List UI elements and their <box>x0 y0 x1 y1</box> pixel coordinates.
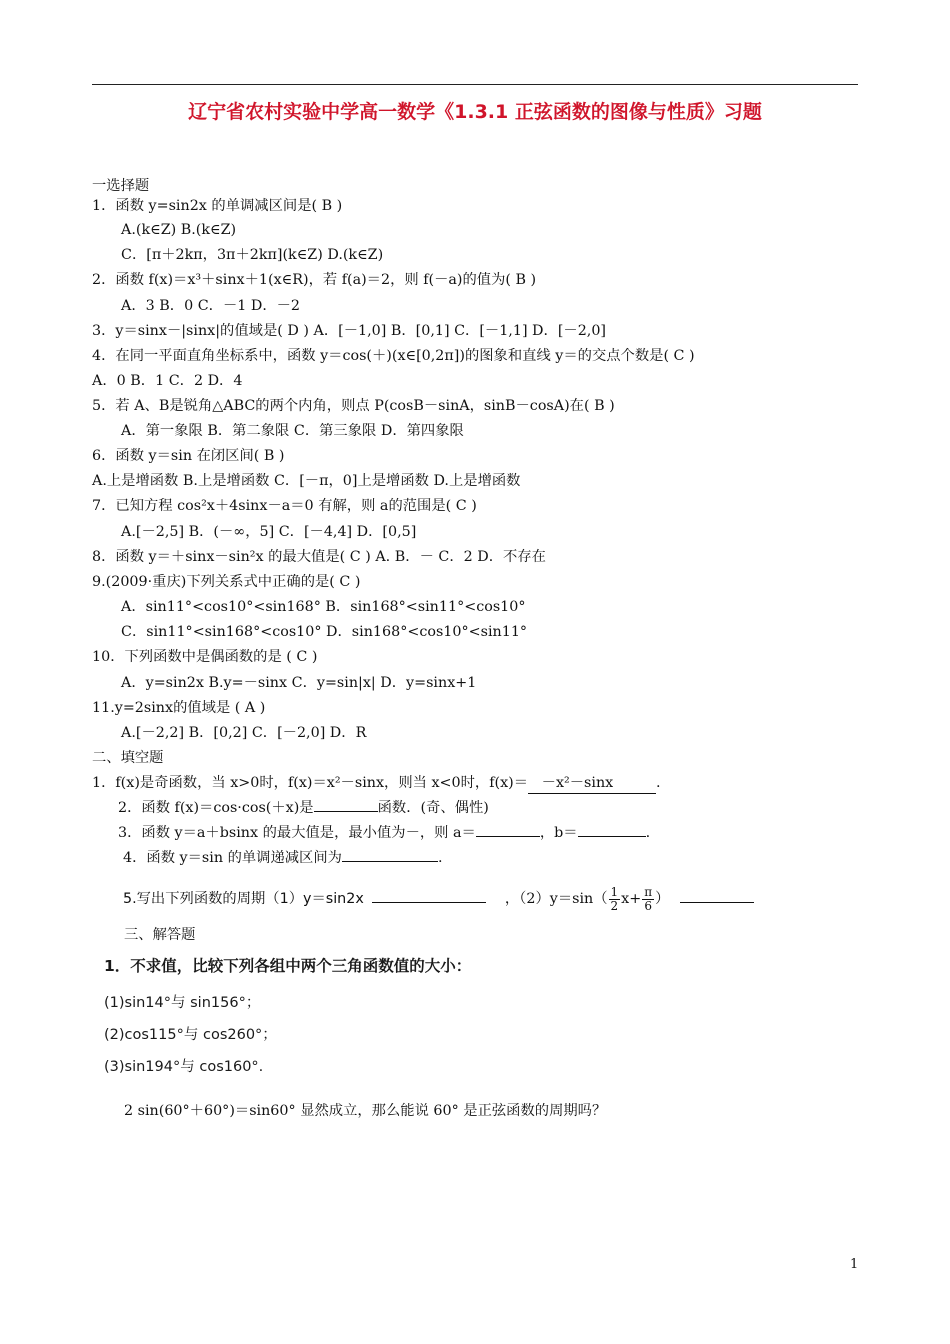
fraction-pi-sixth-num: π <box>644 884 653 899</box>
fill-question-5-blank-2 <box>680 902 754 903</box>
question-2: 2．函数 f(x)＝x³＋sinx＋1(x∈R)，若 f(a)＝2，则 f(－a)的值为( B ) <box>92 272 537 288</box>
fill-question-1: 1．f(x)是奇函数，当 x>0时，f(x)＝x²－sinx，则当 x<0时，f(x)＝ －x²－sinx . <box>92 773 661 794</box>
question-10: 10．下列函数中是偶函数的是 ( C ) <box>92 649 318 665</box>
question-9-options-cd: C．sin11°<sin168°<cos10° D．sin168°<cos10°<sin11° <box>121 624 528 640</box>
fraction-one-half <box>609 886 621 913</box>
section-choice-heading: 一选择题 <box>92 178 150 194</box>
fill-question-5-x-plus: x+ <box>621 891 642 907</box>
question-5: 5．若 A、B是锐角△ABC的两个内角，则点 P(cosB－sinA，sinB－cosA)在( B ) <box>92 398 615 414</box>
fill-question-1-text: 1．f(x)是奇函数，当 x>0时，f(x)＝x²－sinx，则当 x<0时，f(x)＝ <box>92 775 529 791</box>
solve-question-1-part-2: (2)cos115°与 cos260°； <box>104 1027 277 1043</box>
fill-question-2-suffix: 函数．(奇、偶性) <box>377 800 489 816</box>
question-5-options: A．第一象限 B．第二象限 C．第三象限 D．第四象限 <box>121 423 464 439</box>
fill-question-5-blank-1 <box>372 902 486 903</box>
question-8: 8．函数 y＝＋sinx－sin²x 的最大值是( C ) A. B．－ C．2 D．不存在 <box>92 549 546 565</box>
question-1: 1．函数 y=sin2x 的单调减区间是( B ) <box>92 198 343 214</box>
fill-question-5-text: 5.写出下列函数的周期（1）y＝sin2x <box>123 891 364 907</box>
question-4-options: A．0 B．1 C．2 D．4 <box>92 373 243 389</box>
question-6: 6．函数 y＝sin 在闭区间( B ) <box>92 448 285 464</box>
question-1-options-cd: C．[π＋2kπ，3π＋2kπ](k∈Z) D.(k∈Z) <box>121 247 384 263</box>
question-9-options-ab: A．sin11°<cos10°<sin168° B．sin168°<sin11°<cos10° <box>121 599 526 615</box>
question-10-options: A．y=sin2x B.y=－sinx C．y=sin|x| D．y=sinx+1 <box>121 675 477 691</box>
fill-question-2-blank <box>314 811 378 812</box>
question-9: 9.(2009·重庆)下列关系式中正确的是( C ) <box>92 574 361 590</box>
question-7: 7．已知方程 cos²x＋4sinx－a＝0 有解，则 a的范围是( C ) <box>92 498 477 514</box>
fill-question-5 <box>123 884 754 914</box>
question-3: 3．y＝sinx－|sinx|的值域是( D ) A．[－1,0] B．[0,1] C．[－1,1] D．[－2,0] <box>92 323 607 339</box>
fill-question-4: 4．函数 y＝sin 的单调递减区间为 . <box>123 850 443 866</box>
question-6-options: A.上是增函数 B.上是增函数 C．[－π，0]上是增函数 D.上是增函数 <box>92 473 521 489</box>
page-title: 辽宁省农村实验中学高一数学《1.3.1 正弦函数的图像与性质》习题 <box>188 101 762 123</box>
fraction-pi-sixth <box>642 886 654 913</box>
question-4: 4．在同一平面直角坐标系中，函数 y＝cos(＋)(x∈[0,2π])的图象和直线 y＝的交点个数是( C ) <box>92 348 695 364</box>
solve-question-1: 1．不求值，比较下列各组中两个三角函数值的大小： <box>104 957 472 975</box>
fill-question-1-answer <box>528 773 656 794</box>
fill-question-1-answer-text: －x²－sinx <box>541 775 614 791</box>
question-11-options: A.[－2,2] B．[0,2] C．[－2,0] D．R <box>121 725 367 741</box>
section-solve-heading: 三、解答题 <box>124 927 196 943</box>
fill-question-2-text: 2．函数 f(x)＝cos·cos(＋x)是 <box>118 800 314 816</box>
section-fill-heading: 二、填空题 <box>92 750 164 766</box>
fill-question-5-part-2: ，（2）y＝sin（ <box>504 891 608 907</box>
fill-question-3-blank-a <box>476 836 540 837</box>
fraction-one-half-den: 2 <box>610 898 619 913</box>
solve-question-1-part-3: (3)sin194°与 cos160°. <box>104 1059 264 1075</box>
fraction-one-half-num: 1 <box>610 884 619 899</box>
question-1-options-ab: A.(k∈Z) B.(k∈Z) <box>121 222 237 238</box>
fill-question-5-close: ） <box>655 891 670 907</box>
fill-question-2 <box>118 798 489 818</box>
question-2-options: A．3 B．0 C．－1 D．－2 <box>121 298 301 314</box>
fill-question-3-blank-b <box>578 836 646 837</box>
header-rule <box>92 84 858 85</box>
page-number: 1 <box>850 1257 859 1272</box>
fill-question-4-text: 4．函数 y＝sin 的单调递减区间为 <box>123 850 342 866</box>
solve-question-1-part-1: (1)sin14°与 sin156°； <box>104 995 261 1011</box>
question-11: 11.y=2sinx的值域是 ( A ) <box>92 700 266 716</box>
fill-question-4-blank <box>342 861 438 862</box>
solve-question-2: 2 sin(60°＋60°)＝sin60° 显然成立，那么能说 60° 是正弦函数的周期吗？ <box>124 1103 607 1119</box>
fill-question-3: 3．函数 y＝a＋bsinx 的最大值是，最小值为－，则 a＝ ，b＝ . <box>118 825 651 841</box>
fraction-pi-sixth-den: 6 <box>644 898 652 913</box>
fill-question-3-b: ，b＝ <box>539 825 578 841</box>
question-7-options: A.[－2,5] B．(－∞，5] C．[－4,4] D．[0,5] <box>121 524 417 540</box>
fill-question-3-text: 3．函数 y＝a＋bsinx 的最大值是，最小值为－，则 a＝ <box>118 825 476 841</box>
